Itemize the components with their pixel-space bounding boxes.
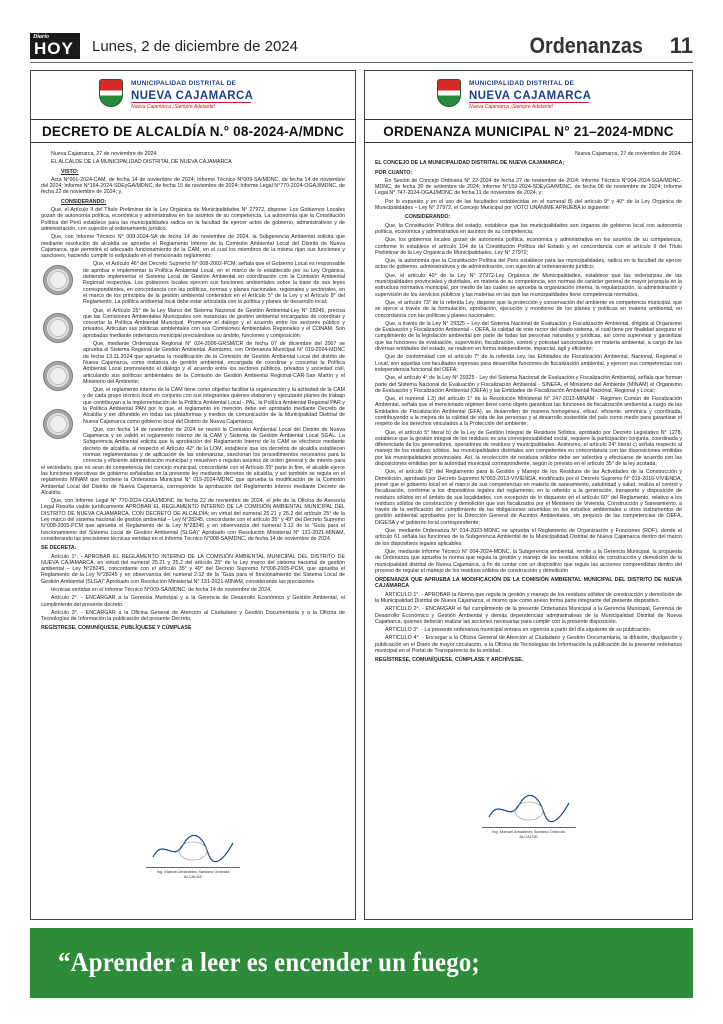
considerando-paragraph: Que, con Informe Legal N° 770-2024-OGAJ/MDNC de fecha 22 de noviembre de 2024, el jefe de la Oficina de Asesoría Legal Resulta viable jurídicamente APROBAR EL REGLAMENTO INTERNO DE LA COMISIÓN AMBIENTAL MUNICIPAL DEL DISTRITO DE NUEVA CAJAMARCA, CON DECRETO DE ALCALDÍA; en virtud del numeral 25.21 y 25.2 del artículo 25° de la Ley marco del sistema nacional de gestión ambiental – Ley N°28245, concordante con el artículo 35° y 49° del Decreto Supremo N°008-2005-PCM que aprueba el Reglamento de la Ley N°28245 y en observancia del numeral 2.12 de la “Guía para el funcionamiento del Sistema Local de Gestión Ambiental (SLGA)” Aprobado con Resolución Ministerial N° 131-2021-MINAM, considerando las precisiones técnicas vertidas en el Informe Técnico N°008-SA/MDNC, de fecha 14 de noviembre de 2024. [41,498,345,542]
considerando-heading: CONSIDERANDO: [405,214,451,221]
signature-caption [474,829,584,839]
decree-body [31,145,355,632]
municipality-underline [131,102,251,103]
municipality-underline [469,102,589,103]
considerando-paragraph: Que, el reglamento interno de la CAM tiene como objetivo facilitar la organización y la actividad de la CAM y de cada grupo técnico local en conjunto con sus integrantes quienes elaboran y ejecutarán planes de trabajo que contribuyan a la implementación de la Política Ambiental Local - PAL, la Política Ambiental Regional PAR y la Política Ambiental PAN por lo que, el reglamento en mención debe ser aprobado mediante Decreto de Alcaldía y ser difundido en todas las plataformas y medios de comunicación de la Municipalidad Distrital de Nueva Cajamarca como gobierno local del Distrito de Nueva Cajamarca; [83,387,345,425]
section-title: Ordenanzas [529,33,643,58]
ordinance-paragraph: Por lo expuesto y en el uso de las facultades establecidas en el numeral 8) del artículo 9° y 40° de la Ley Orgánica de Municipalidades – Ley N° 27972, el Concejo Municipal por VOTO UNÁNIME APRUEBA lo siguiente: [375,198,682,212]
page-header [0,0,723,66]
article-3: ARTICULO 3°. - La presente ordenanza municipal entrara en vigencia a partir del día siguiente de su publicación. [385,627,652,634]
mayor-signature [138,831,248,891]
visto-heading: VISTO: [61,168,79,175]
considerando-paragraph: Que, el numeral 1.3) del artículo 1° de la Resolución Ministerial N° 247-2013-MINAM - Régimen Común de Fiscalización Ambiental, señala que el mencionado régimen tiene como objeto garantizar las funciones de fiscalización ambiental a cargo de las Entidades de Fiscalización Ambiental (EFA), se desarrollen de manera homogénea, eficaz, eficiente, armónica y coordinada, contribuyendo a la mejora de la calidad de vida de las personas y al desarrollo sostenible del país como medio para garantizar el respeto de los derechos vinculados a la Protección del ambiente; [375,396,682,428]
ordinance-subtitle: ORDENANZA QUE APRUEBA LA MODIFICACIÓN DE LA COMISIÓN AMBIENTAL MUNICIPAL DEL DISTRITO DE NUEVA CAJAMARCA [375,577,682,590]
decree-column [30,70,356,920]
signature-scribble-icon [484,795,574,825]
ordinance-paragraph: En Sesión de Concejo Ordinaria N° 22-2024 de fecha 27 de noviembre de 2024; Informe Técnico N°004-2024-SGA/MDNC-MDNC, de fecha 30 de setiembre de 2024; Informe N°159-2024-SDEyGA/MDNC, de fecha 06 de noviembre de 2024; Informe Legal N° 747-2024-OGAJ/MDNC de fecha 11 de noviembre de 2024, y; [375,177,682,197]
considerando-paragraph: Que, los gobiernos locales gozan de autonomía política, económica y administrativa en los asuntos de su competencia, conforme lo establece el artículo 194 de la Constitución Política del Estado y en concordancia con el artículo II del Título Preliminar de la Ley Orgánica de Municipalidades, Ley N° 27972; [375,237,682,256]
decree-place-date: Nueva Cajamarca, 27 de noviembre de 2024 [51,151,157,157]
article-1: Artículo 1°. - APROBAR EL REGLAMENTO INTERNO DE LA COMISIÓN AMBIENTAL MUNICIPAL DEL DISTRITO DE NUEVA CAJAMARCA, en virtud del numeral 25.21 y 25.2 del artículo 25° de la Ley marco del sistema nacional de gestión ambiental – Ley N°28245, concordante con el artículo 35° y 49° del Decreto Supremo N°008-2005-PCM, que aprueba el Reglamento de la Ley N°28245 y en observancia del numeral 2.12 de la “Guía para el funcionamiento del Sistema Local de Gestión Ambiental (SLGA)” Aprobado con Resolución Ministerial N° 131-2021-MINAM, considerando las precisiones [41,553,345,585]
signature-line [482,827,576,828]
municipality-header [31,77,355,117]
considerando-paragraph: Que, a través de la Ley N° 29325 – Ley del Sistema Nacional de Evaluación y Fiscalización Ambiental, dirigida al Organismo de Evaluación y Fiscalización Ambiental – OEFA, la calidad de ente rector del citado sistema, el cual tiene por finalidad asegurar el cumplimiento de la legislación ambiental por parte de todas las personas naturales y jurídicas, así como supervisar y garantizar que las funciones de evaluación, supervisión, fiscalización, control y potestad sancionadora en materia ambiental, a cargo de las diversas entidades del estado, se realicen en forma independiente, imparcial, ágil y eficiente; [375,320,682,353]
article-2: Artículo 2°. - ENCARGAR a la Gerencia Municipal y a la Gerencia de Desarrollo Económico y Gestión Ambiental, el cumplimiento del presente decreto. [41,595,345,608]
municipality-line1: MUNICIPALIDAD DISTRITAL DE [131,80,237,87]
signature-name: Ing. Manuel Aristóteles Santana Ordinola [492,829,565,834]
seal-icon [43,361,73,391]
quote-text: “Aprender a leer es encender un fuego; [58,947,480,977]
header-divider [30,62,693,63]
considerando-paragraph: Que, el Artículo 25° de la Ley Marco del Sistema Nacional de Gestión Ambiental-Ley N° 28245, precisa que las Comisiones Ambientales Municipales son instancias de gestión ambiental encargadas de coordinar y concertar la Política Ambiental Municipal. Promueve el diálogo y el acuerdo entre los sectores público y privados. Articulan sus políticas ambientales con sus Comisiones Ambientales Regionales y el CONAM. Son aprobadas mediante ordenanza municipal precisándose su ámbito, funciones y composición; [83,307,345,339]
ordinance-body [365,145,692,664]
seal-icon [43,313,73,343]
seal-icon [43,265,73,295]
considerando-paragraph: Que, el artículo 5° literal b) de la Ley de Gestión Integral de Residuos Sólidos, aprobado por Decreto Legislativo N° 1278, establece que la gestión integral de los residuos es una corresponsabilidad social, requiere la participación conjunta, coordinada y diferenciada de los generadores, operadores de residuos y municipalidades. Asimismo, el artículo 24° literal c) señala respecto al manejo de los residuos sólidos, las municipalidades distritales son competentes en concordancia con las disposiciones emitidas por las municipalidades provinciales. Así, la recolección de residuos sólidos debe ser selectiva y efectuarse de acuerdo con las disposiciones emitidas por la autoridad municipal correspondiente, según lo previsto en el artículo 35° de la ley acotada; [375,429,682,468]
considerando-paragraph: Que, la autonomía que la Constitución Política del Perú establece para las municipalidades, radica en la facultad de ejercer actos de gobierno, administrativos y de administración, con sujeción al ordenamiento jurídico; [375,258,682,271]
municipal-shield-icon [99,79,123,107]
considerando-paragraph: Que, el artículo 73° de la referida Ley, dispone que la protección y conservación del ambiente es competencia municipal, que se ejerce a través de la formulación, aprobación, ejecución y monitoreo de los planes y políticas en materia ambiental, en concordancia con las políticas y planes nacionales; [375,299,682,319]
article-3: Artículo 3°. - ENCARGAR a la Oficina General de Atención al Ciudadano y Gestión Documentaria y a la Oficina de Tecnologías de Información la publicación del presente Decreto. [41,609,345,623]
ordinance-place-date: Nueva Cajamarca, 27 de noviembre de 2024. [575,151,682,157]
signature-line [146,867,240,868]
article-1: ARTICULO 1°. - APROBAR la Norma que regula la gestión y manejo de los residuos sólidos de construcción y demolición de la Municipalidad Distrital de Nueva Cajamarca, el mismo que como anexo forma parte integrante del presente dispositivo. [375,591,682,604]
ordinance-title: ORDENANZA MUNICIPAL N° 21–2024-MDNC [365,119,692,143]
signature-role: ALCALDE [183,874,203,879]
considerando-paragraph: Que, el Artículo II del Título Preliminar de la Ley Orgánica de Municipalidades N° 27972, dispone: Los Gobiernos Locales gozan de autonomía política, económica y administrativa en los asuntos de su competencia. La autonomía que la Constitución Política del Perú establece para las municipalidades radica en la facultad de ejercer actos de gobierno, administrativos y de administración, con sujeción al ordenamiento jurídico. [41,207,345,232]
decree-closing: REGÍSTRESE, COMUNÍQUESE, PUBLÍQUESE Y CÚMPLASE [41,625,192,632]
ordinance-closing: REGÍSTRESE, COMUNÍQUESE, CÚMPLASE Y ARCHÍVESE. [375,657,524,664]
considerando-paragraph: Que, el Artículo 46° del Decreto Supremo N° 008-2002-PCM, señala que el Gobierno Local es responsable de aprobar e implementar la Política Ambiental Local, en el marco de lo establecido por su Ley Orgánica, debiendo implementar el Sistema Local de Gestión Ambiental en coordinación con la Comisión Ambiental Regional respectiva. Los gobiernos locales ejercen sus funciones ambientales sobre la base de sus leyes correspondientes, en concordancia con las políticas, normas y planes nacionales, regionales y sectoriales, en el marco de los principios de la gestión ambiental contenidos en el Artículo 5° de la Ley y el Artículo 8° del Reglamento. La política ambiental local debe estar articulada con la política y planes de desarrollo local; [83,261,345,306]
municipality-slogan: Nueva Cajamarca ¡Siempre Adelante! [469,104,554,110]
considerando-paragraph: Que, mediante Ordenanza Regional N° 024-2006-GRSM/CR de fecha 07 de diciembre del 2007 se aprueba el Sistema Regional de Gestión Ambiental. Asimismo, con Ordenanza Municipal N° 019-2024-MDNC de fecha 13.11.2024 que aprueba la modificación de la Comisión de Gestión Ambiental Local del distrito de Nueva Cajamarca, como instancia de gestión ambiental, encargada de coordinar y concertar la Política Ambiental Local promoviendo el diálogo y el acuerdo entre los sectores públicos, privados y sociedad civil, articulando sus políticas ambientales de la Comisión de Gestión Ambiental Regional-CAR-San Martín y el Ministerio del Ambiente; [83,341,345,385]
quote-banner [30,928,693,998]
logo-top-text: Diario [33,34,50,40]
considerando-paragraph: Que, la Constitución Política del estado, establece que las municipalidades son órganos de gobierno local con autonomía política, económica y administrativa en asuntos de su competencia; [375,222,682,235]
considerando-paragraph: Que, mediante Informe Técnico N° 004-2024-MDNC, la Subgerencia ambiental, remite a la Gerencia Municipal, la propuesta de Ordenanza que aprueba la norma que regula la gestión y manejo de los residuos sólidos de construcción y demolición de la municipalidad distrital de Nueva Cajamarca, a fin de contar con un dispositivo que regule las acciones comprendidas dentro del proceso de regular el manejo de los residuos sólidos de construcción y demolición [375,548,682,574]
municipal-shield-icon [437,79,461,107]
decree-title: DECRETO DE ALCALDÍA N.° 08-2024-A/MDNC [31,119,355,143]
decree-issuer: EL ALCALDE DE LA MUNICIPALIDAD DISTRITAL DE NUEVA CAJAMARCA [51,159,232,166]
page-number: 11 [669,33,693,58]
municipality-slogan: Nueva Cajamarca ¡Siempre Adelante! [131,104,216,110]
article-4: ARTICULO 4°. - Encargar a la Oficina General de Atención al Ciudadano y Gestión Documentaria, la difusión, divulgación y publicación en el Diario de mayor circulación, a la Oficina de Tecnologías de Información la publicación de la presente ordenanza municipal en el Portal de Transparencia de la entidad. [375,635,682,655]
article-2: ARTICULO 2°. - ENCARGAR el fiel cumplimiento de la presente Ordenanza Municipal a la Gerencia Municipal, Gerencia de Desarrollo Económico y Gestión Ambiental y demás dependencias administrativas de la Municipalidad Distrital de Nueva Cajamarca, quienes deberán realizar las acciones necesarias para cumplir con la presente disposición. [375,606,682,625]
visto-text: Acta N°001-2024-CAM, de fecha 14 de noviembre de 2024; Informe Técnico N°009-SA/MDNC, de fecha 14 de noviembre del 2024; Informe N°164-2024-SDEyGA/MDNC, de fecha 15 de noviembre de 2024; Informe Legal N°770-2024-OGAJ/MDNC, de fecha 22 de noviembre de 2024; y, [41,176,345,196]
municipality-line2: NUEVA CAJAMARCA [131,88,254,102]
signature-name: Ing. Manuel Aristóteles Santana Ordinola [156,869,230,874]
ordinance-column [364,70,693,920]
signature-caption [138,869,248,879]
seal-stamps [41,263,77,457]
seal-icon [43,409,73,439]
considerando-paragraph: Que, con Informe Técnico N° 008-2024-SA de fecha 14 de noviembre de 2024, la Subgerencia Ambiental solicita que mediante resolución de alcaldía se apruebe el Reglamento Interno de la Comisión Ambiental Local del Distrito de Nueva Cajamarca, que permitirá el adecuado funcionamiento de la CAM, en el cual los miembros de la misma rijan sus funciones y sanciones, haciendo cumplir lo estipulado en el mencionado reglamento; [41,234,345,260]
ordinance-issuer: EL CONCEJO DE LA MUNICIPALIDAD DISTRITAL DE NUEVA CAJAMARCA; [375,160,565,167]
se-decreta-heading: SE DECRETA: [41,545,77,552]
considerando-paragraph: Que, el artículo 63° del Reglamento para la Gestión y Manejo de los Residuos de las Actividades de la Construcción y Demolición, aprobado por Decreto Supremo N°003-2013-VIVIENDA, modificado por el Decreto Supremo N° 019-2016-VIVIENDA, prevé que el gobierno local en el marco de sus competencias en materia de saneamiento, salubridad y salud, realiza el control y fiscalización, conforme a los dispositivos legales del reglamento, en lo referido a la generación, transporte y disposición de residuos sólidos en el ámbito de sus localidades, con excepción de lo dispuesto en el artículo 60° del Reglamento, relativo a los residuos sólidos de construcción y demolición que son fiscalizados por el Ministerio de Vivienda, Construcción y Saneamiento, a través de la verificación del cumplimiento de las obligaciones asumidas en los estudios ambientales u otros instrumentos de gestión ambiental aprobados por la Dirección General de Asuntos Ambientales, sin perjuicio de las competencias de OEFA, DIGESA y el gobierno local correspondiente; [375,469,682,526]
municipality-line2: NUEVA CAJAMARCA [469,88,592,102]
considerando-paragraph: Que, mediante Ordenanza N° 014-2023-MDNC se aprueba el Reglamento de Organización y Funciones (ROF), donde el artículo 61 señala las funciones de la Subgerencia Ambiental de la Municipalidad Distrital de Nueva Cajamarca dentro del marco de los dispositivos legales aplicables. [375,528,682,547]
considerando-heading: CONSIDERANDO: [61,198,107,205]
issue-date: Lunes, 2 de diciembre de 2024 [92,38,298,55]
considerando-paragraph: Que, el artículo 40° de la Ley N° 27972-Ley Orgánica de Municipalidades, establece que las ordenanzas de las municipalidades provinciales y distritales, en materia de su competencia, son normas de carácter general de mayor jerarquía en la estructura normativa municipal, por medio de las cuales se aprueba la organización interna, la regularización, la administración y supervisión de los servicios públicos y las materias en las que las municipalidades tiene competencia normativa; [375,272,682,298]
por-cuanto-heading: POR CUANTO: [375,169,413,176]
considerando-paragraph: Que de conformidad con el artículo 7° de la referida Ley, las Entidades de Fiscalización Ambiental, Nacional, Regional o Local, son aquellas con facultades expresas para desarrollar funciones de fiscalización ambiental, y ejercen sus competencias con independencia funcional del OEFA; [375,354,682,373]
article-1-continued: técnicas vertidas en el Informe Técnico N°009-SA/MDNC, de fecha 14 de noviembre de 2024. [51,587,272,593]
municipality-header [365,77,692,117]
logo-main-text: HOY [34,39,74,58]
signature-scribble-icon [148,835,238,865]
mayor-signature [474,791,584,851]
signature-role: ALCALDE [519,834,538,839]
municipality-line1: MUNICIPALIDAD DISTRITAL DE [469,80,575,87]
considerando-paragraph: Que, el artículo 4° de la Ley N° 29325 - Ley del Sistema Nacional de Evaluación y Fiscalización Ambiental, señala que forman parte del Sistema Nacional de Evaluación y Fiscalización Ambiental - SINEFA, el Ministerio del Ambiente (MINAM) el Organismo de Evaluación y Fiscalización Ambiental (OEFA) y las Entidades de Fiscalización Ambiental Nacional, Regional y Local; [375,375,682,394]
considerando-paragraph: Que, con fecha 14 de noviembre de 2024 se reunió la Comisión Ambiental Local del Distrito de Nueva Cajamarca y se validó el reglamento interno de la CAM y Sistema de Gestión Ambiental Local SGAL. La Subgerencia Ambiental solicita que la aprobación del Reglamento Interno de la CAM se efectivice mediante decreto de alcaldía, al respecto el Artículo 42° de la LOM, establece que los decretos de alcaldía establecen normas reglamentarias y de aplicación de las ordenanzas, sancionan los procedimientos necesarios para la correcta y eficiente administración municipal y resuelven o regulan asuntos de orden general y de interés para el vecindario, que no sean de competencia del concejo municipal, concordante con el Artículo 39° parte in fine, el alcalde ejerce las funciones ejecutivas de gobierno señaladas en la presente ley mediante decretos de alcaldía, y así también se regula en el reglamento MINAM que contiene la Ordenanza Municipal N° 019-2024-MDNC que aprueba la modificación de la Comisión Ambiental Local del Distrito de Nueva Cajamarca, corresponde la aprobación del Reglamento Interno mediante Decreto de Alcaldía; [41,426,345,496]
newspaper-logo [30,33,80,59]
